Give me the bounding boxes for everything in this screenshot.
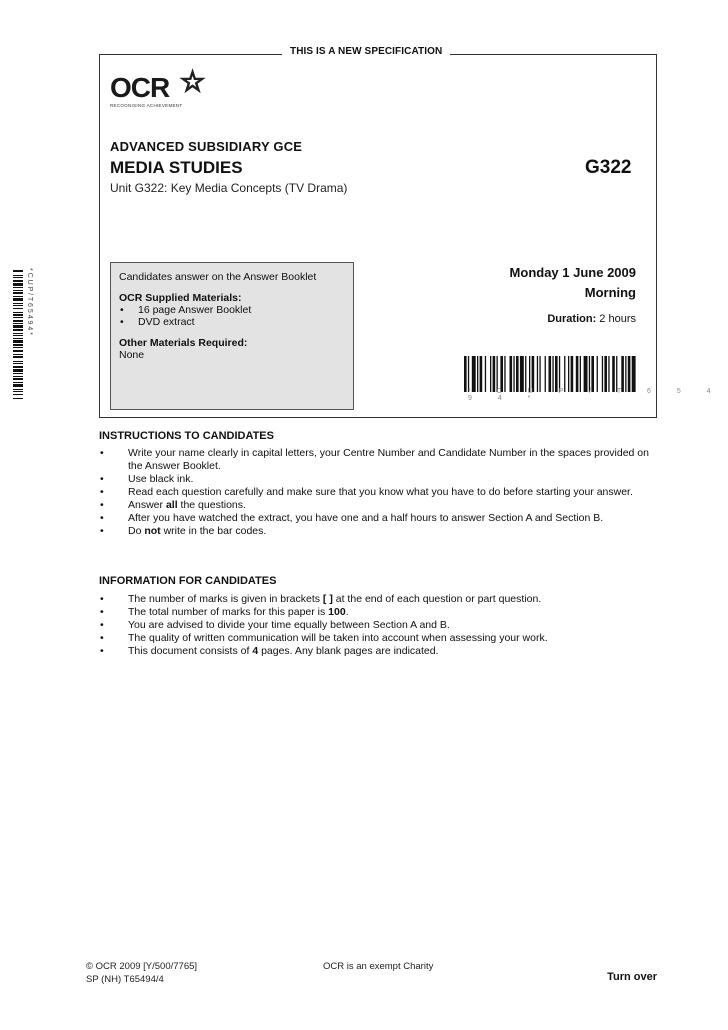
barcode-bar (616, 356, 617, 392)
barcode-bar (571, 356, 574, 392)
barcode-bar (13, 298, 23, 301)
barcode-bar (13, 391, 23, 392)
subject-title: MEDIA STUDIES (110, 158, 243, 177)
barcode-bar (552, 356, 553, 392)
barcode-bar (13, 394, 23, 395)
materials-box (110, 262, 354, 410)
barcode-bar (13, 350, 23, 352)
barcode-bar (597, 356, 598, 392)
barcode-bar (13, 303, 23, 304)
barcode-bar (13, 305, 23, 306)
information-list (99, 593, 659, 658)
barcode-bar (500, 356, 503, 392)
list-item: • The total number of marks for this paper is 100. (100, 606, 349, 618)
barcode-bar (472, 356, 476, 392)
barcode-bar (468, 356, 469, 392)
barcode-bar (13, 338, 23, 339)
barcode-bar (516, 356, 519, 392)
barcode-bar (584, 356, 588, 392)
barcode-bar (13, 347, 23, 348)
barcode-bar (591, 356, 594, 392)
exam-date: Monday 1 June 2009 (509, 265, 636, 280)
barcode-bar (13, 361, 23, 362)
barcode-bottom (464, 356, 636, 392)
barcode-bar (608, 356, 609, 392)
barcode-bar (13, 287, 23, 288)
barcode-bar (13, 283, 23, 286)
barcode-bar (532, 356, 535, 392)
barcode-bar (13, 329, 23, 331)
list-item: • The number of marks is given in brackets [ ] at the end of each question or part question. (100, 593, 542, 605)
barcode-bar (621, 356, 624, 392)
turn-over: Turn over (607, 971, 657, 983)
barcode-bar (576, 356, 579, 392)
list-item: • After you have watched the extract, you have one and a half hours to answer Section A and Section B. (100, 512, 604, 524)
spec-banner: THIS IS A NEW SPECIFICATION (282, 46, 450, 57)
barcode-bar (13, 344, 23, 346)
barcode-bar (525, 356, 526, 392)
barcode-bar (13, 296, 23, 297)
copyright: © OCR 2009 [Y/500/7765] (86, 961, 198, 972)
barcode-bar (537, 356, 538, 392)
barcode-bar (13, 398, 23, 399)
barcode-bar (13, 384, 23, 387)
barcode-bar (504, 356, 505, 392)
barcode-bar (13, 275, 23, 276)
barcode-bar (13, 366, 23, 368)
barcode-bar (477, 356, 478, 392)
list-item: • Do not write in the bar codes. (100, 525, 267, 537)
barcode-bar (13, 333, 23, 334)
barcode-bar (13, 323, 23, 324)
ocr-logo (110, 66, 206, 108)
list-item: • Read each question carefully and make sure that you know what you have to do before starting your answer. (100, 486, 633, 498)
barcode-bar (485, 356, 486, 392)
barcode-bar (13, 292, 23, 294)
barcode-bar (13, 308, 23, 309)
barcode-bar (13, 354, 23, 355)
barcode-bar (13, 369, 23, 372)
list-item: • This document consists of 4 pages. Any blank pages are indicated. (100, 645, 439, 657)
charity-note: OCR is an exempt Charity (323, 961, 434, 972)
instructions-list (99, 447, 659, 538)
list-item: • The quality of written communication will be taken into account when assessing your work. (100, 632, 548, 644)
list-item: • Use black ink. (100, 473, 194, 485)
barcode-bar (490, 356, 491, 392)
barcode-bar (628, 356, 631, 392)
barcode-bar (13, 270, 23, 272)
qualification-title: ADVANCED SUBSIDIARY GCE (110, 139, 303, 154)
list-item: • You are advised to divide your time equally between Section A and B. (100, 619, 450, 631)
barcode-bar (13, 376, 23, 377)
exam-duration: Duration: 2 hours (547, 313, 636, 325)
barcode-bar (480, 356, 483, 392)
list-item: • Write your name clearly in capital letters, your Centre Number and Candidate Number in the spaces provided on the Answer Booklet. (100, 447, 649, 472)
barcode-bar (13, 280, 23, 282)
barcode-bar (632, 356, 636, 392)
barcode-bar (539, 356, 540, 392)
barcode-bar (13, 378, 23, 380)
paper-ref: SP (NH) T65494/4 (86, 974, 164, 985)
barcode-bar (555, 356, 558, 392)
barcode-bar (589, 356, 590, 392)
barcode-bar (545, 356, 546, 392)
barcode-bar (13, 356, 23, 358)
barcode-bar (493, 356, 496, 392)
barcode-bar (602, 356, 603, 392)
information-heading: INFORMATION FOR CANDIDATES (99, 575, 277, 587)
barcode-side-text: * C U P / T 6 5 4 9 4 * (26, 268, 33, 335)
supplied-item: • 16 page Answer Booklet (120, 304, 252, 316)
supplied-item: • DVD extract (120, 316, 195, 328)
other-heading: Other Materials Required: (119, 337, 248, 349)
barcode-bar (464, 356, 467, 392)
barcode-bar (13, 317, 23, 318)
barcode-bar (13, 335, 23, 336)
barcode-bar (497, 356, 498, 392)
logo-tagline: RECOGNISING ACHIEVEMENT (110, 103, 183, 108)
barcode-bar (13, 382, 23, 383)
barcode-bar (13, 363, 23, 364)
barcode-bar (612, 356, 615, 392)
barcode-bar (604, 356, 607, 392)
star-icon: ☆ (180, 66, 206, 97)
barcode-bar (559, 356, 560, 392)
barcode-bar (13, 312, 23, 313)
barcode-bar (13, 325, 23, 328)
barcode-bar (13, 389, 23, 390)
logo-text: OCR (110, 72, 170, 103)
barcode-bar (513, 356, 514, 392)
answer-note: Candidates answer on the Answer Booklet (119, 271, 317, 283)
barcode-bar (564, 356, 565, 392)
barcode-bar (549, 356, 552, 392)
exam-session: Morning (584, 285, 636, 300)
supplied-heading: OCR Supplied Materials: (119, 292, 242, 304)
other-value: None (119, 349, 145, 361)
barcode-digits: * C U P / T 6 5 4 9 4 * (468, 388, 723, 402)
barcode-bar (510, 356, 513, 392)
barcode-bar (529, 356, 530, 392)
paper-code: G322 (585, 157, 632, 178)
barcode-bar (568, 356, 569, 392)
barcode-bar (13, 320, 23, 322)
barcode-bar (13, 340, 23, 343)
barcode-bar (13, 314, 23, 316)
instructions-heading: INSTRUCTIONS TO CANDIDATES (99, 430, 274, 442)
list-item: • Answer all the questions. (100, 499, 246, 511)
barcode-bar (13, 373, 23, 374)
barcode-bar (625, 356, 626, 392)
barcode-bar (520, 356, 524, 392)
barcode-bar (13, 277, 23, 278)
barcode-bar (13, 290, 23, 291)
barcode-bar (580, 356, 581, 392)
unit-title: Unit G322: Key Media Concepts (TV Drama) (110, 181, 348, 195)
